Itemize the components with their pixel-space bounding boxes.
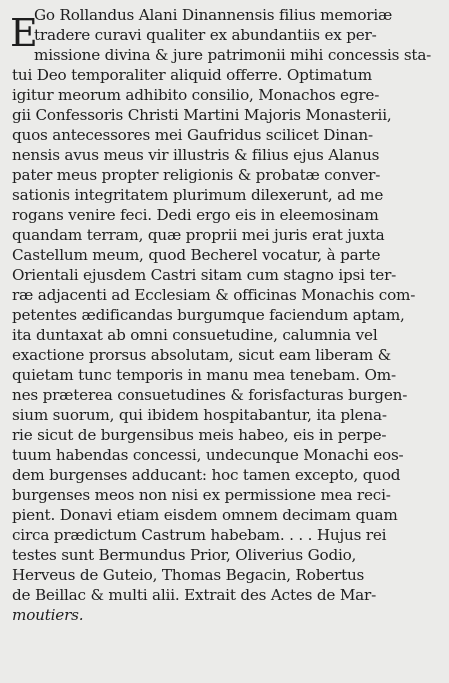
drop-cap: E <box>10 11 38 55</box>
text-line-5: igitur meorum adhibito consilio, Monachos egre- <box>12 86 380 104</box>
text-line-22: rie sicut de burgensibus meis habeo, eis in perpe- <box>12 426 387 444</box>
text-line-15: ræ adjacenti ad Ecclesiam & officinas Monachis com- <box>12 286 416 304</box>
text-line-21: sium suorum, qui ibidem hospitabantur, ita plena- <box>12 406 387 424</box>
text-line-4: tui Deo temporaliter aliquid offerre. Optimatum <box>12 66 372 84</box>
text-line-17: ita duntaxat ab omni consuetudine, calumnia vel <box>12 326 378 344</box>
text-line-18: exactione prorsus absolutam, sicut eam liberam & <box>12 346 391 364</box>
text-line-16: petentes ædificandas burgumque faciendum aptam, <box>12 306 405 324</box>
text-line-7: quos antecessores mei Gaufridus scilicet Dinan- <box>12 126 373 144</box>
text-line-30: de Beillac & multi alii. Extrait des Actes de Mar- <box>12 586 377 604</box>
text-line-31: moutiers. <box>12 606 84 624</box>
text-line-9: pater meus propter religionis & probatæ conver- <box>12 166 381 184</box>
text-line-3: missione divina & jure patrimonii mihi concessis sta- <box>34 46 432 64</box>
text-line-11: rogans venire feci. Dedi ergo eis in eleemosinam <box>12 206 379 224</box>
text-line-6: gii Confessoris Christi Martini Majoris Monasterii, <box>12 106 392 124</box>
text-line-27: circa prædictum Castrum habebam. . . . Hujus rei <box>12 526 387 544</box>
text-line-8: nensis avus meus vir illustris & filius ejus Alanus <box>12 146 380 164</box>
text-line-28: testes sunt Bermundus Prior, Oliverius Godio, <box>12 546 357 564</box>
text-line-13: Castellum meum, quod Becherel vocatur, à parte <box>12 246 381 264</box>
text-line-14: Orientali ejusdem Castri sitam cum stagno ipsi ter- <box>12 266 397 284</box>
text-line-23: tuum habendas concessi, undecunque Monachi eos- <box>12 446 404 464</box>
text-line-25: burgenses meos non nisi ex permissione mea reci- <box>12 486 391 504</box>
text-line-29: Herveus de Guteio, Thomas Begacin, Robertus <box>12 566 365 584</box>
text-line-26: pient. Donavi etiam eisdem omnem decimam quam <box>12 506 398 524</box>
text-line-12: quandam terram, quæ proprii mei juris erat juxta <box>12 226 385 244</box>
text-line-24: dem burgenses adducant: hoc tamen excepto, quod <box>12 466 401 484</box>
text-line-20: nes præterea consuetudines & forisfacturas burgen- <box>12 386 408 404</box>
text-line-19: quietam tunc temporis in manu mea tenebam. Om- <box>12 366 396 384</box>
text-line-1: Go Rollandus Alani Dinannensis filius memoriæ <box>34 6 393 24</box>
text-line-10: sationis integritatem plurimum dilexerunt, ad me <box>12 186 384 204</box>
text-line-2: tradere curavi qualiter ex abundantiis ex per- <box>34 26 377 44</box>
